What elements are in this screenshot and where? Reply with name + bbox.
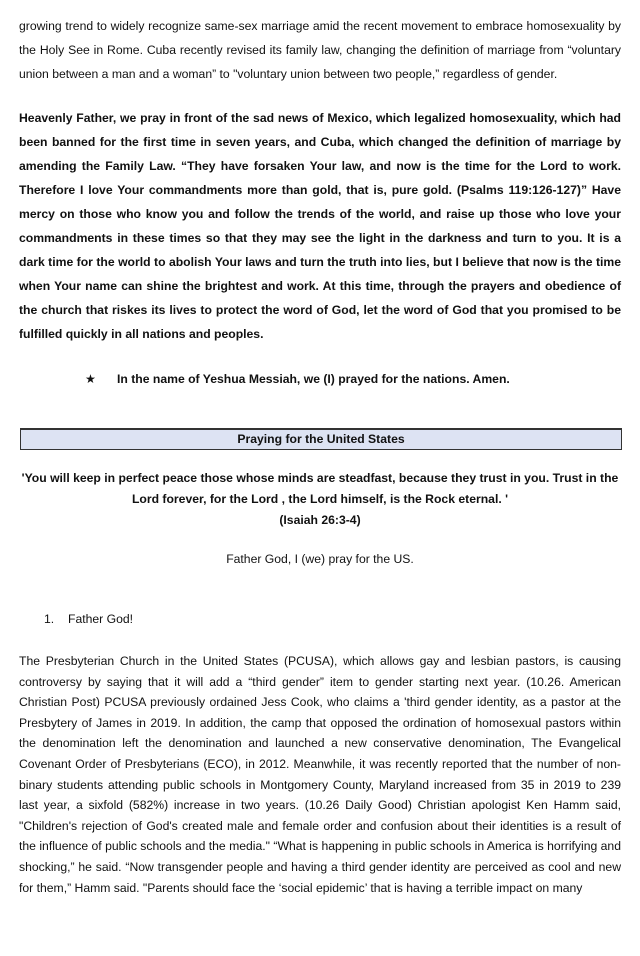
- star-icon: ★: [85, 372, 96, 386]
- list-item: [19, 609, 621, 629]
- closing-prayer-line: [19, 368, 621, 390]
- prayer-paragraph: Heavenly Father, we pray in front of the sad news of Mexico, which legalized homosexuality, which had been banned for the first time in seven years, and Cuba, which changed the definition of marriage by amending the Family Law. “They have forsaken Your law, and now is the time for the Lord to work. Therefore I love Your commandments more than gold, that is, pure gold. (Psalms 119:126-127)” Have mercy on those who know you and follow the trends of the world, and raise up those who love your commandments in these times so that they may see the light in the darkness and turn to you. It is a dark time for the world to abolish Your laws and turn the truth into lies, but I believe that now is the time when Your name can shine the brightest and work. At this time, through the prayers and obedience of the church that riskes its lives to protect the word of God, let the word of God that you promised to be fulfilled quickly in all nations and peoples.: [19, 111, 621, 341]
- body-paragraph: The Presbyterian Church in the United States (PCUSA), which allows gay and lesbian pastors, is causing controversy by saying that it will add a “third gender” item to gender starting next year. (10.26. American Christian Post) PCUSA previously ordained Jess Cook, who claims a 'third gender identity, as a pastor at the Presbytery of James in 2019. In addition, the camp that opposed the ordination of homosexual pastors within the denomination left the denomination and launched a new conservative denomination, The Evangelical Covenant Order of Presbyterians (ECO), in 2012. Meanwhile, it was recently reported that the number of non-binary students attending public schools in Montgomery County, Maryland increased from 35 in 2019 to 239 last year, a sixfold (582%) increase in two years. (10.26 Daily Good) Christian apologist Ken Hamm said, "Children's rejection of God's created male and female order and confusion about their identities is a result of the influence of public schools and the media." “What is happening in public schools in America is horrifying and shocking,” he said. “Now transgender people and having a third gender identity are perceived as cool and new for them,” Hamm said. "Parents should face the ‘social epidemic’ that is having a terrible impact on many: [19, 654, 621, 895]
- section-heading: Praying for the United States: [20, 428, 622, 450]
- list-item-text: Father God!: [68, 612, 134, 626]
- closing-prayer-text: In the name of Yeshua Messiah, we (I) prayed for the nations. Amen.: [117, 372, 510, 386]
- intro-paragraph: growing trend to widely recognize same-sex marriage amid the recent movement to embrace homosexuality by the Holy See in Rome. Cuba recently revised its family law, changing the definition of marriage from “voluntary union between a man and a woman” to "voluntary union between two people,” regardless of gender.: [19, 19, 621, 81]
- list-item-number: 1.: [44, 612, 55, 626]
- scripture-verse: 'You will keep in perfect peace those whose minds are steadfast, because they trust in you. Trust in the Lord forever, for the Lord , the Lord himself, is the Rock eternal. ': [21, 471, 619, 506]
- prayer-intro: Father God, I (we) pray for the US.: [226, 552, 414, 566]
- scripture-reference: (Isaiah 26:3-4): [279, 513, 361, 527]
